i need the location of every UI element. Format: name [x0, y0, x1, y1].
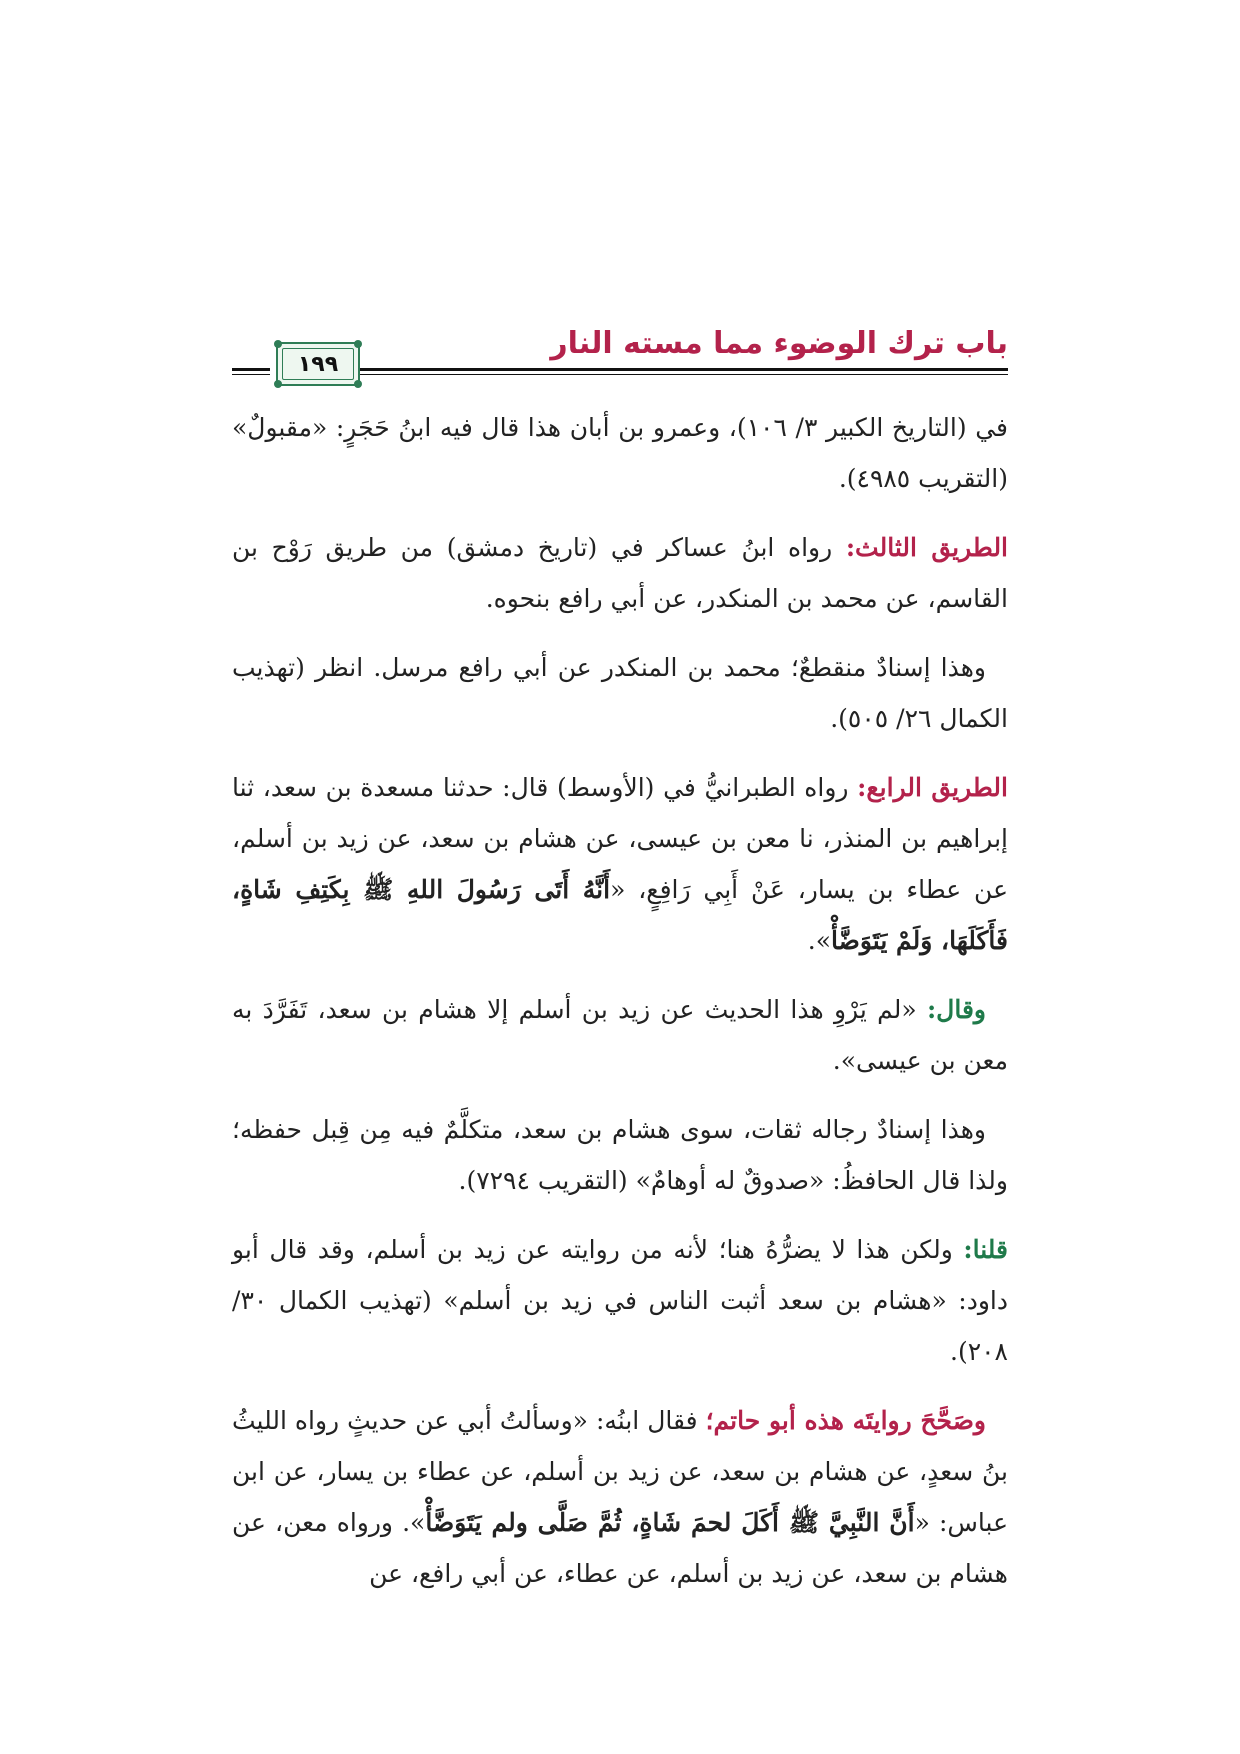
section-lead: وصَحَّحَ روايتَه هذه أبو حاتم؛: [705, 1406, 987, 1435]
paragraph-2: [232, 522, 1008, 624]
paragraph-text: رواه ابنُ عساكر في (تاريخ دمشق) من طريق رَوْح بن القاسم، عن محمد بن المنكدر، عن أبي رافع بنحوه.: [232, 533, 1008, 613]
paragraph-text: وهذا إسنادٌ رجاله ثقات، سوى هشام بن سعد، متكلَّمٌ فيه مِن قِبل حفظه؛ ولذا قال الحافظُ: «صدوقٌ له أوهامٌ» (التقريب ٧٢٩٤).: [232, 1115, 1008, 1195]
page-body: [232, 402, 1008, 1617]
section-lead: قلنا:: [963, 1235, 1008, 1264]
page-header: [232, 326, 1008, 378]
header-rule-right: [360, 368, 1008, 375]
page-number: ١٩٩: [297, 351, 339, 377]
section-lead: وقال:: [926, 995, 986, 1024]
paragraph-1: [232, 402, 1008, 504]
hadith-quote: أَنَّهُ أَتَى رَسُولَ اللهِ ﷺ بِكَتِفِ شَاةٍ، فَأَكَلَهَا، وَلَمْ يَتَوَضَّأْ: [232, 875, 1008, 955]
paragraph-3: [232, 642, 1008, 744]
chapter-title: باب ترك الوضوء مما مسته النار: [550, 326, 1008, 361]
badge-ornament-icon: [274, 340, 282, 348]
section-lead: الطريق الرابع:: [857, 773, 1008, 802]
paragraph-tail: ».: [807, 926, 832, 955]
paragraph-text: ولكن هذا لا يضرُّهُ هنا؛ لأنه من روايته عن زيد بن أسلم، وقد قال أبو داود: «هشام بن سعد أثبت الناس في زيد بن أسلم» (تهذيب الكمال ٣٠/ ٢٠٨).: [232, 1235, 1008, 1366]
paragraph-tail: ». ورواه معن، عن هشام بن سعد، عن زيد بن أسلم، عن عطاء، عن أبي رافع، عن: [232, 1508, 1008, 1588]
paragraph-text: «لم يَرْوِ هذا الحديث عن زيد بن أسلم إلا هشام بن سعد، تَفَرَّدَ به معن بن عيسى».: [232, 995, 1008, 1075]
paragraph-text: رواه الطبرانيُّ في (الأوسط) قال: حدثنا مسعدة بن سعد، ثنا إبراهيم بن المنذر، نا معن بن عيسى، عن هشام بن سعد، عن زيد بن أسلم، عن عطاء بن يسار، عَنْ أَبِي رَافِعٍ، «: [232, 773, 1008, 904]
paragraph-8: [232, 1395, 1008, 1599]
page-number-badge: [276, 342, 360, 386]
section-lead: الطريق الثالث:: [845, 533, 1009, 562]
badge-ornament-icon: [274, 380, 282, 388]
hadith-quote: أَنَّ النَّبِيَّ ﷺ أَكَلَ لحمَ شَاةٍ، ثُمَّ صَلَّى ولم يَتَوَضَّأْ: [425, 1508, 915, 1537]
paragraph-6: [232, 1104, 1008, 1206]
paragraph-4: [232, 762, 1008, 966]
badge-ornament-icon: [354, 380, 362, 388]
paragraph-text: فقال ابنُه: «وسألتُ أبي عن حديثٍ رواه الليثُ بنُ سعدٍ، عن هشام بن سعد، عن زيد بن أسلم، عن عطاء بن يسار، عن ابن عباس: «: [232, 1406, 1009, 1537]
paragraph-text: وهذا إسنادٌ منقطعٌ؛ محمد بن المنكدر عن أبي رافع مرسل. انظر (تهذيب الكمال ٢٦/ ٥٠٥).: [232, 653, 1008, 733]
paragraph-text: في (التاريخ الكبير ٣/ ١٠٦)، وعمرو بن أبان هذا قال فيه ابنُ حَجَرٍ: «مقبولٌ» (التقريب ٤٩٨٥).: [232, 413, 1008, 493]
badge-ornament-icon: [354, 340, 362, 348]
paragraph-7: [232, 1224, 1008, 1377]
header-rule-left: [232, 368, 270, 375]
paragraph-5: [232, 984, 1008, 1086]
